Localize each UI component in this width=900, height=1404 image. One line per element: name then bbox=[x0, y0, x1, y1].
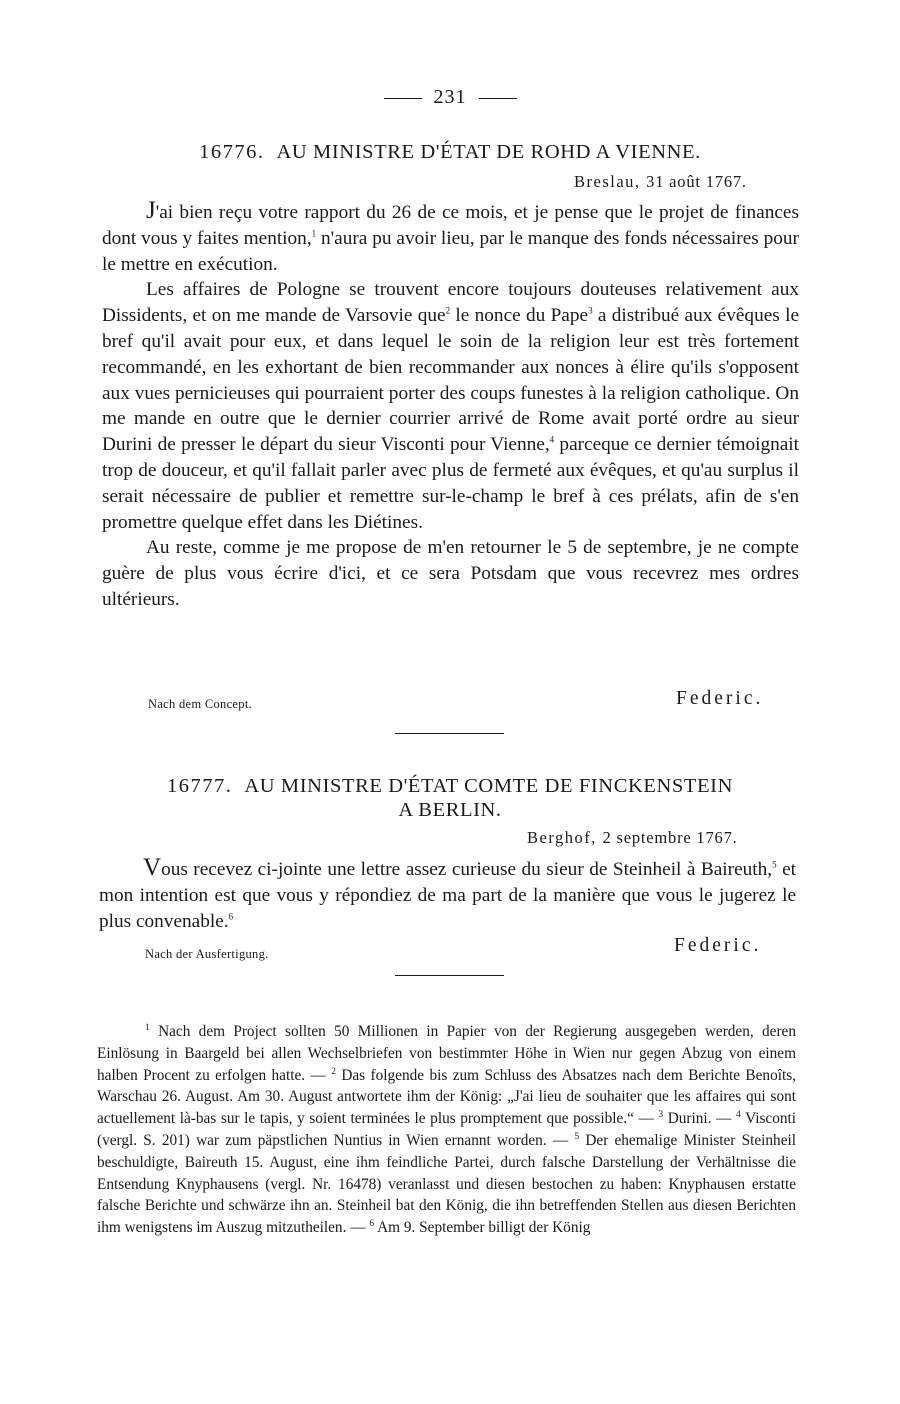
paragraph-text: Au reste, comme je me propose de m'en retourner le 5 de septembre, je ne compte guère de plus vous écrire d'ici, et ce sera Potsdam que vous recevrez mes ordres ultérieurs. bbox=[102, 537, 799, 610]
footnote-number: 1 bbox=[145, 1022, 150, 1033]
body-paragraph bbox=[102, 277, 799, 535]
section-divider bbox=[395, 975, 504, 976]
footnote-number: 6 bbox=[369, 1219, 375, 1230]
paragraph-text: ous recevez ci-jointe une lettre assez curieuse du sieur de Steinheil à Baireuth, bbox=[161, 859, 773, 880]
page-header bbox=[0, 86, 900, 109]
section-divider bbox=[395, 733, 504, 734]
letter-number: 16777. bbox=[167, 775, 233, 797]
dateline-place: Breslau, bbox=[574, 172, 641, 191]
footnote-marker: 3 bbox=[588, 305, 593, 316]
dateline-date: 31 août 1767. bbox=[646, 172, 747, 191]
letter-16776-title bbox=[100, 140, 800, 164]
letter-heading: AU MINISTRE D'ÉTAT COMTE DE FINCKENSTEIN bbox=[244, 775, 733, 797]
letter-16776-body bbox=[102, 198, 799, 613]
letter-16776-dateline bbox=[574, 172, 747, 192]
footnote-marker: 4 bbox=[549, 434, 555, 445]
footnote-number: 2 bbox=[331, 1066, 336, 1077]
footnote-marker: 1 bbox=[311, 228, 317, 239]
body-paragraph bbox=[102, 535, 799, 612]
header-rule-left bbox=[384, 98, 422, 99]
footnote-text: Am 9. September billigt der König bbox=[374, 1219, 591, 1237]
dateline-date: 2 septembre 1767. bbox=[602, 828, 738, 847]
footnote-block bbox=[97, 1021, 796, 1239]
source-note: Nach der Ausfertigung. bbox=[145, 947, 269, 961]
letter-number: 16776. bbox=[199, 141, 265, 163]
footnote-marker: 2 bbox=[445, 305, 451, 316]
header-rule-right bbox=[479, 98, 517, 99]
drop-cap: J bbox=[146, 197, 156, 224]
paragraph-text: le nonce du Pape bbox=[450, 305, 589, 327]
paragraph-text: Les affaires de Pologne se trouvent encore toujours douteuses relativement aux Dissidents, et on me mande de Varsovie que bbox=[102, 279, 799, 327]
footnote-marker: 5 bbox=[772, 859, 777, 870]
footnotes bbox=[97, 1021, 796, 1239]
paragraph-text: a distribué aux évêques le bref qu'il avait pour eux, et dans lequel le soin de la religion leur est très fortement recommandé, en les exhortant de bien recommander aux nonces à élire qu'ils s'opposent aux vues pernicieuses qui pourraient porter des coups funestes à la religion catholique. On me mande en outre que le dernier courrier arrivé de Rome avait porté ordre au sieur Durini de presser le départ du sieur Visconti pour Vienne, bbox=[102, 305, 799, 456]
footnote-number: 3 bbox=[658, 1110, 664, 1121]
paragraph-text: n'aura pu avoir lieu, par le manque des fonds nécessaires pour le mettre en exécution. bbox=[102, 227, 799, 275]
paragraph-text: et mon intention est que vous y répondiez de ma part de la manière que vous le jugerez le plus convenable. bbox=[99, 859, 796, 932]
letter-heading: AU MINISTRE D'ÉTAT DE ROHD A VIENNE. bbox=[276, 141, 701, 163]
signature: Federic. bbox=[676, 688, 764, 709]
source-note: Nach dem Concept. bbox=[148, 697, 253, 711]
footnote-text: Visconti (vergl. S. 201) war zum päpstlichen Nuntius in Wien ernannt worden. — bbox=[97, 1110, 797, 1149]
page-number: 231 bbox=[433, 86, 467, 108]
letter-16777-title bbox=[100, 774, 800, 822]
letter-16777-dateline bbox=[527, 828, 738, 848]
footnote-text: Durini. — bbox=[663, 1110, 732, 1128]
letter-16777-body bbox=[99, 855, 796, 934]
drop-cap: V bbox=[143, 854, 162, 881]
footnote-text: Nach dem Project sollten 50 Millionen in Papier von der Regierung ausgegeben werden, deren Einlösung in Baargeld bei allen Wechselbriefen von bestimmter Höhe in Wien nur gegen Abzug von einem halben Procent zu erfolgen hatte. — bbox=[97, 1023, 796, 1084]
footnote-marker: 6 bbox=[228, 911, 234, 922]
footnote-text: Das folgende bis zum Schluss des Absatzes nach dem Berichte Benoîts, Warschau 26. August. Am 30. August antwortete ihm der König: „J'ai lieu de souhaiter que les affaires qui sont actuellement là-bas sur le tapis, y soient terminées le plus promptement que possible.“ — bbox=[97, 1066, 796, 1128]
signature: Federic. bbox=[674, 935, 762, 956]
footnote-number: 5 bbox=[574, 1131, 580, 1142]
footnote-number: 4 bbox=[736, 1110, 741, 1121]
body-paragraph bbox=[102, 198, 799, 277]
paragraph-text: 'ai bien reçu votre rapport du 26 de ce mois, et je pense que le projet de finances dont vous y faites mention, bbox=[102, 202, 799, 249]
letter-heading-line2: A BERLIN. bbox=[398, 799, 502, 821]
footnote-text: Der ehemalige Minister Steinheil beschuldigte, Baireuth 15. August, eine ihm feindliche Partei, durch falsche Darstellung der Verhältnisse die Entsendung Knyphausens (vergl. Nr. 16478) veranlasst und diesen bestochen zu haben: Knyphausen erstatte falsche Berichte und schwärze ihn an. Steinheil bat den König, die ihn betreffenden Stellen aus diesen Berichten ihm wenigstens im Auszug mitzutheilen. — bbox=[97, 1131, 796, 1237]
paragraph-text: parceque ce dernier témoignait trop de douceur, et qu'il fallait parler avec plus de fermeté aux évêques, et qu'au surplus il serait nécessaire de publier et remettre sur-le-champ le bref à ces prélats, afin de s'en promettre quelque effet dans les Diétines. bbox=[102, 434, 800, 533]
dateline-place: Berghof, bbox=[527, 828, 597, 847]
body-paragraph bbox=[99, 855, 796, 934]
